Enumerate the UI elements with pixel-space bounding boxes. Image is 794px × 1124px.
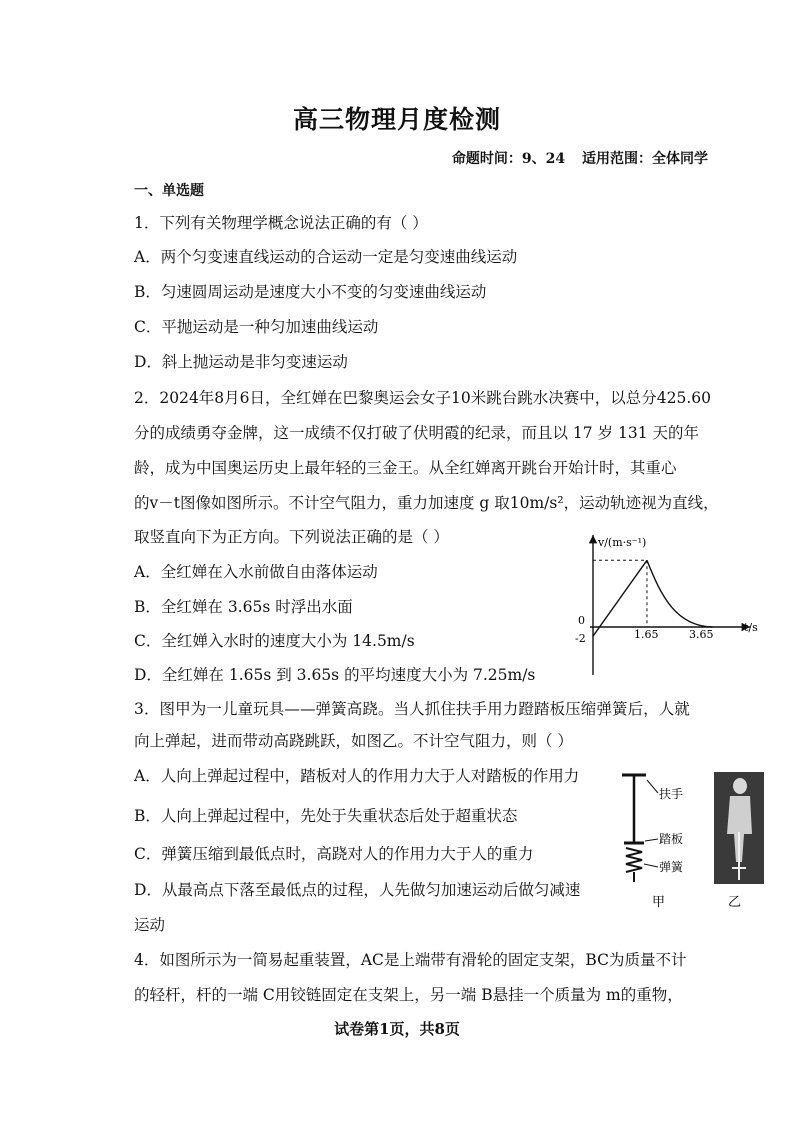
origin-tick-label: 0: [578, 614, 585, 627]
q2-stem-line-1: 2．2024年8月6日，全红婵在巴黎奥运会女子10米跳台跳水决赛中，以总分425.60: [134, 389, 711, 407]
pogo-photo: [714, 772, 766, 910]
y-tick-label-neg2: -2: [575, 632, 586, 645]
q4-stem-line-1: 4．如图所示为一简易起重装置，AC是上端带有滑轮的固定支架，BC为质量不计: [134, 951, 687, 969]
q1-option-c: C．平抛运动是一种匀加速曲线运动: [134, 318, 379, 336]
x-tick-label-3-65: 3.65: [689, 628, 714, 641]
rise-segment: [593, 560, 647, 636]
q1-option-a: A．两个匀变速直线运动的合运动一定是匀变速曲线运动: [134, 248, 518, 266]
q1-stem: 1．下列有关物理学概念说法正确的有（ ）: [134, 214, 428, 232]
q2-option-b: B．全红婵在 3.65s 时浮出水面: [134, 598, 353, 616]
spring-coil: [626, 848, 642, 872]
x-tick-label-1-65: 1.65: [634, 628, 659, 641]
pogo-stick-figure: [614, 768, 714, 910]
label-spring: 弹簧: [659, 860, 684, 874]
decay-segment: [647, 560, 712, 627]
q2-stem-line-2: 分的成绩勇夺金牌，这一成绩不仅打破了伏明霞的纪录，而且以 17 岁 131 天的年: [134, 424, 700, 442]
exam-meta: [452, 148, 708, 168]
label-fig-a: 甲: [652, 895, 666, 910]
q3-stem-line-2: 向上弹起，进而带动高跷跳跃，如图乙。不计空气阻力，则（ ）: [134, 732, 573, 750]
label-handle: 扶手: [659, 787, 684, 801]
q3-option-b: B．人向上弹起过程中，先处于失重状态后处于超重状态: [134, 807, 518, 825]
q2-stem-line-5: 取竖直向下为正方向。下列说法正确的是（ ）: [134, 528, 449, 546]
q3-option-d-cont: 运动: [134, 916, 166, 934]
q1-option-d: D．斜上抛运动是非匀变速运动: [134, 353, 348, 371]
label-pedal: 踏板: [659, 832, 684, 846]
q2-stem-line-3: 龄，成为中国奥运历史上最年轻的三金王。从全红婵离开跳台开始计时，其重心: [134, 459, 677, 477]
exam-scope: 适用范围：全体同学: [582, 151, 708, 167]
q2-option-c: C．全红婵入水时的速度大小为 14.5m/s: [134, 632, 415, 650]
q3-option-c: C．弹簧压缩到最低点时，高跷对人的作用力大于人的重力: [134, 845, 534, 863]
x-axis-label: t/s: [744, 621, 758, 634]
q1-option-b: B．匀速圆周运动是速度大小不变的匀变速曲线运动: [134, 283, 487, 301]
q3-option-d: D．从最高点下落至最低点的过程，人先做匀加速运动后做匀减速: [134, 881, 581, 899]
page-footer: 试卷第1页，共8页: [334, 1020, 460, 1038]
q3-option-a: A．人向上弹起过程中，踏板对人的作用力大于人对踏板的作用力: [134, 767, 580, 785]
y-axis-label: v/(m·s⁻¹): [598, 536, 647, 549]
section-title: 一、单选题: [134, 183, 204, 199]
q2-stem-line-4: 的v－t图像如图所示。不计空气阻力，重力加速度 g 取10m/s²，运动轨迹视为直线，: [134, 494, 719, 512]
q4-stem-line-2: 的轻杆，杆的一端 C用铰链固定在支架上，另一端 B悬挂一个质量为 m的重物，: [134, 986, 683, 1004]
page-title: 高三物理月度检测: [292, 105, 501, 134]
label-fig-b: 乙: [728, 895, 742, 910]
vt-chart: [572, 530, 772, 680]
exam-time: 命题时间：9、24: [451, 151, 566, 167]
q2-option-a: A．全红婵在入水前做自由落体运动: [134, 563, 378, 581]
q2-option-d: D．全红婵在 1.65s 到 3.65s 的平均速度大小为 7.25m/s: [134, 666, 536, 684]
q3-stem-line-1: 3．图甲为一儿童玩具——弹簧高跷。当人抓住扶手用力蹬踏板压缩弹簧后，人就: [134, 700, 690, 718]
